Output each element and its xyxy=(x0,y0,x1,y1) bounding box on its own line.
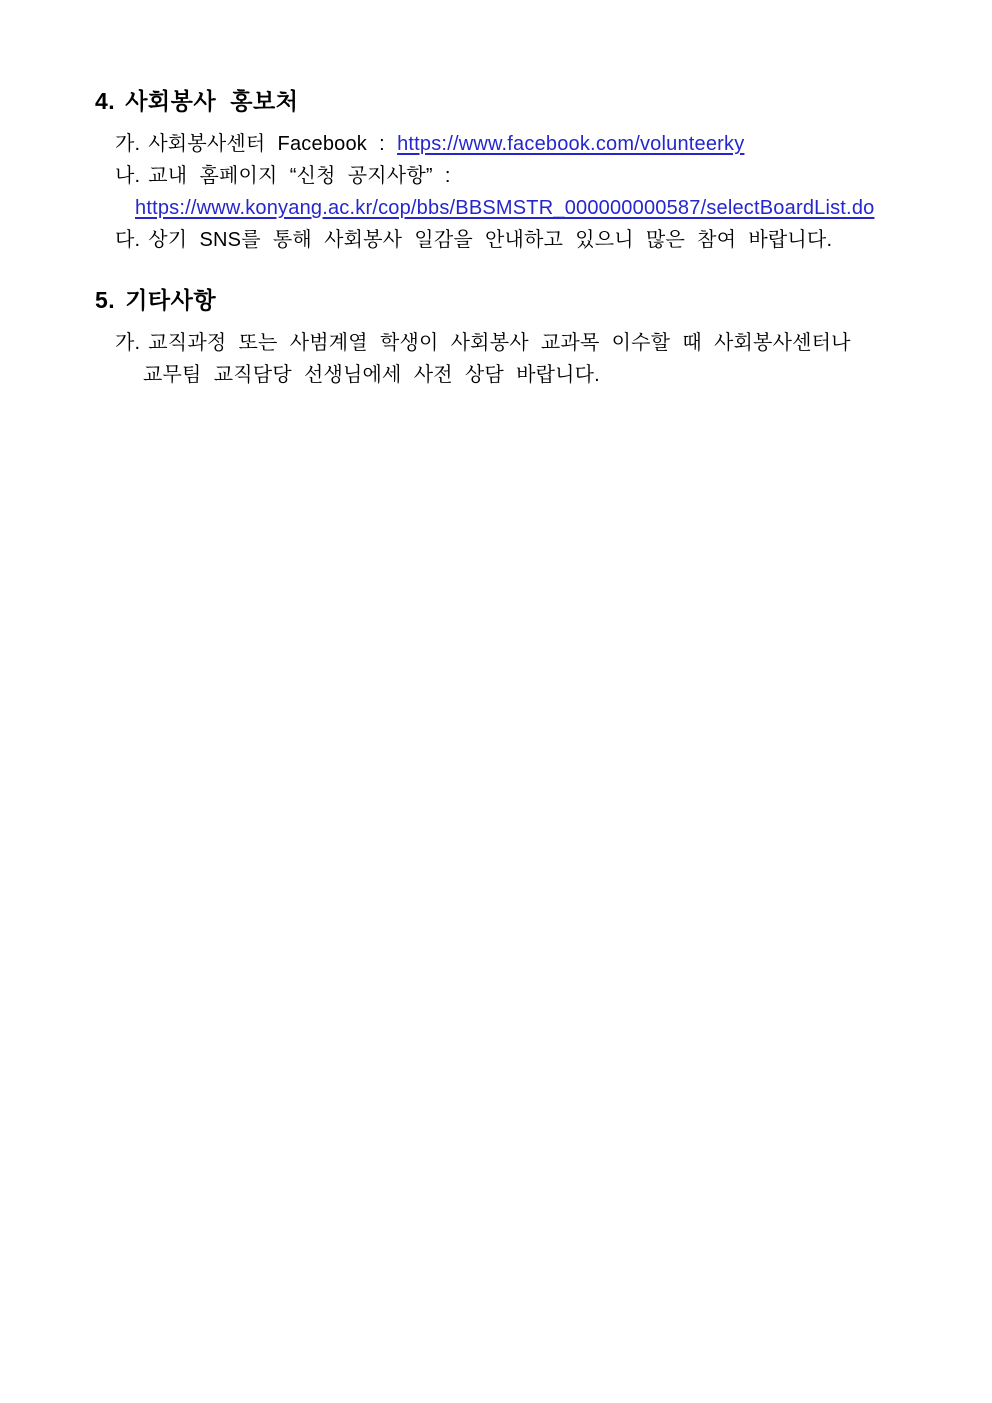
board-list-link[interactable]: https://www.konyang.ac.kr/cop/bbs/BBSMSTR_000000000587/selectBoardList.do xyxy=(135,197,875,219)
facebook-link[interactable]: https://www.facebook.com/volunteerky xyxy=(397,133,745,155)
section-4-item-na-url xyxy=(135,195,874,221)
section-4-title: 사회봉사 홍보처 xyxy=(125,88,299,114)
section-4-item-ga xyxy=(115,131,744,157)
item-ga-text: 사회봉사센터 Facebook : xyxy=(148,133,385,155)
section-5-item-ga-line2 xyxy=(143,362,600,388)
section-4-heading xyxy=(95,88,298,114)
item-ga5-label: 가. xyxy=(115,332,141,354)
item-ga5-text-line1: 교직과정 또는 사범계열 학생이 사회봉사 교과목 이수할 때 사회봉사센터나 xyxy=(148,332,851,354)
section-5-number: 5. xyxy=(95,287,116,313)
section-5-heading xyxy=(95,287,216,313)
item-da-label: 다. xyxy=(115,229,141,251)
section-4-item-na xyxy=(115,163,451,189)
item-ga-label: 가. xyxy=(115,133,141,155)
item-ga5-text-line2: 교무팀 교직담당 선생님에세 사전 상담 바랍니다. xyxy=(143,364,600,386)
item-na-text: 교내 홈페이지 “신청 공지사항” : xyxy=(148,165,451,187)
item-da-text: 상기 SNS를 통해 사회봉사 일감을 안내하고 있으니 많은 참여 바랍니다. xyxy=(148,229,833,251)
section-4-item-da xyxy=(115,227,832,253)
section-5-title: 기타사항 xyxy=(125,287,217,313)
section-4-number: 4. xyxy=(95,88,116,114)
section-5-item-ga-line1 xyxy=(115,330,851,356)
item-na-label: 나. xyxy=(115,165,141,187)
